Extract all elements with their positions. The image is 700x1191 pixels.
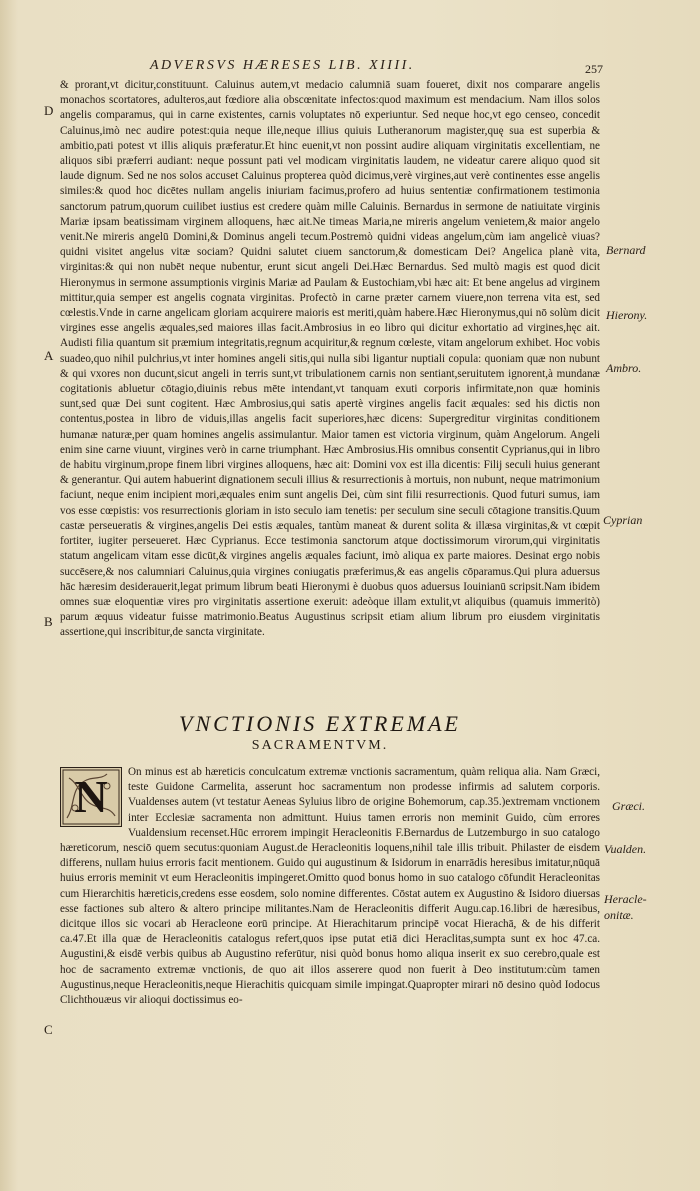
body-text-virginity xyxy=(60,78,600,641)
section-title: VNCTIONIS EXTREMAE xyxy=(179,711,461,736)
page-number: 257 xyxy=(585,62,603,76)
body-text-extreme-unction xyxy=(60,765,600,1008)
margin-note-ambro: Ambro. xyxy=(606,361,642,375)
margin-note-cyprian: Cyprian xyxy=(603,513,643,527)
decorated-initial xyxy=(60,767,122,827)
paragraph: & prorant,vt dicitur,constituunt. Caluinus autem,vt medacio calumniā suam foueret, dixit nos comparare angelis monachos scortatores, adulteros,aut fœdiore alia obscœnitate infectos:quod maximum est mendacium. Nam illos solos angelis comparamus, qui in carne existentes, carnis voluptates nō experiuntur. Sed neque hoc,vt ego censeo, concedit Caluinus,imò nec audire potest:quia neque ille,neque illius quiuis Lutheranorum magister,quę sua est superbia & ambitio,pati potest vt illis aliquis præferatur.Et hinc euenit,vt non possint audire aliquam virginitatis excellentiam, ne aliquos sibi præferri audiant: neque possunt pati vel modicam virginitatis laudem, ne videatur carere aliquo quod sit laude dignum. Sed ne nos solos accuset Caluinus propterea quòd dicimus,verè virgines,aut verè continentes esse angelis similes:& quod hoc dicētes nullam angelis iniuriam facimus,profero ad huius sententiæ confirmationem testimonia sanctorum patrum,quorum cuilibet iustius est credere quàm mille Caluinis. Bernardus in sermone de natiuitate virginis Mariæ ipsam beatissimam virginem alloquens, hæc ait.Ne timeas Maria,ne mireris angelum venietem,& maior angelo venit.Ne mireris angelū Domini,& Dominus angeli tecum.Postremò quidni videas angelum,cùm iam angelicè viuas? quidni visitet angelus vitæ sociam? Quidni salutet ciuem sanctorum,& domesticam Dei? Angelica planè vita, virginitas:& qui non nubēt neque nubentur, erunt sicut angeli Dei.Hæc Bernardus. Sed multò magis est quod dicit Hieronymus in sermone assumptionis virginis Mariæ ad Paulam & Eustochiam,vbi hæc ait: Et bene angelus ad virginem mittitur,quia semper est angelis cognata virginitas. Profectò in carne præter carnem viuere,non terrena vita est, sed cœlestis.Vnde in carne angelicam gloriam acquirere maioris est meriti,quàm habere.Hæc Hieronymus,qui nō solùm dicit virgines esse angelis æquales,sed maiores illas facit.Ambrosius in eo libro qui dicitur exhortatio ad virgines,hęc ait. Audisti filia quantum sit præmium integritatis,regnum acquiritur,& regnum cœleste, vitam angelorum exhibet. Hoc vobis suadeo,quo nihil pulchrius,vt inter homines angeli sitis,qui nulla sibi ligantur nuptiali copula: quoniam quæ non nubunt & qui vxores non ducunt,sicut angeli in terris sunt,vt tribulationem carnis non sentiant,seruitutem ignorent,à mundanæ cogitationis abluetur cōtagio,diuinis rebus mēte intendant,vt tanquam exuti corporis infirmitate,non quæ hominis sunt,sed quæ Dei sunt cogitent. Hæc Ambrosius,qui satis apertè virgines angelis facit æquales: sed his dictis non contentus,postea in libro de viduis,illas angelis facit superiores,hæc dicens: Supergreditur virginitas conditionem humanæ naturæ,per quam homines angelis assimulantur. Maior tamen est victoria virginum, quàm Angelorum. Angeli enim sine carne viuunt, virgines verò in carne triumphant. Hæc Ambrosius.His omnibus consentit Cyprianus,qui in libro de habitu virginum,prope finem libri virgines alloquens, hæc ait: Domini vox est illa dicentis: Filij seculi huius generant & generantur. Qui autem habuerint dignationem seculi illius & resurrectionis à mortuis, non nubunt, neque matrimonium faciunt, neque enim incipient mori,æquales enim sunt angelis Dei, cùm sint filii resurrectionis. Quod futuri sumus, iam vos esse cœpistis: vos resurrectionis gloriam in isto seculo iam tenetis: per seculum sine seculi cōtagione transitis.Quum castæ perseueratis & virgines,angelis Dei estis æquales, tantùm maneat & durent solita & illæsa virginitas,& vt cœpit fortiter, iugiter perseueret. Hæc Cyprianus. Ecce testimonia sanctorum atque doctissimorum virorum,qui virginitatis statum angelicam vitam esse dicūt,& virgines angelis æquales faciunt, imò aliqua ex parte maiores. Desinat ergo nobis succēsere,& nos calumniari Caluinus,quia virgines coniugatis præferimus,& eas angelis cōparamus.Qui plura aduersus hāc hæresim desiderauerit,legat primum librum beati Hieronymi è duobus quos aduersus Iouinianū scripsit.Nam ibidem omnes suæ eloquentiæ vires pro virginitatis assertione exeruit: adeòque illam extulit,vt aliquibus (quamuis immeritò) parum æquus videatur fuisse matrimonio.Beatus Augustinus scripsit etiam alium librum pro eiusdem virginitatis assertione,qui inscribitur,de sancta virginitate. xyxy=(60,79,600,639)
initial-letter: N xyxy=(74,771,108,822)
running-head: ADVERSVS HÆRESES LIB. XIIII. xyxy=(150,58,415,73)
margin-note-heracle: Heracle- xyxy=(604,892,647,906)
margin-letter-c: C xyxy=(44,1022,53,1037)
paragraph: On minus est ab hæreticis conculcatum extremæ vnctionis sacramentum, quàm reliqua alia. Nam Græci, teste Guidone Carmelita, asserunt hoc sacramentum non prodesse infirmis ad salutem corporis. Vualdenses autem (vt testatur Aeneas Syluius libro de origine Bohemorum, cap.35.)extremam vnctionem inter Ecclesiæ sacramenta non admittunt. Huius tamen erroris non meminit Guido, cùm errores Vualdensium recenset.Hūc errorem impingit Heracleonitis F.Bernardus de Lutzemburgo in suo catalogo hæreticorum, nesciō quem secutus:quoniam August.de Heracleonitis loquens,nihil tale illis tribuit. Philaster de eisdem differens, nullam huius erroris facit mentionem. Guido qui augustinum & Isidorum in enarrādis heresibus imitatur,nūquā huius erroris meminit vt eum Heracleonitis impingeret.Omitto quod bonus homo in suo catalogo cōfundit Heracleonitas cum Hierarchitis hæreticis,credens esse eosdem, solo nomine differentes. Cōstat autem ex Augustino & Isidoro diuersas esse factiones sub altero & altero principe militantes.Nam de Heracleonitis differit Augu.cap.16.libri de hæresibus, dicitque illos sic vocari ab Heracleone eorū principe. At Hierachitarum principē vocat Hierachā, & de his differit ca.47.Et illa quæ de Heracleonitis catalogus refert,quos ipse putat etiā dici Heraclitas,sumpta sunt ex hoc 47.ca. Augustini,& eisdē verbis quibus ab Augustino referūtur, nisi quòd bonus homo aliqua inserit ex suo cerebro,quale est hoc de sacramento extremæ vnctionis, de quo ait illos asserere quod non fuerit à Deo institutum:cùm tamen Augustinus,neque Heracleonitis,neque Hierachitis quicquam simile impingat.Quapropter mirari nō desino quòd Iodocus Clichthouæus vir alioqui doctissimus eo- xyxy=(60,766,600,1007)
margin-letter-b: B xyxy=(44,614,53,629)
margin-note-hierony: Hierony. xyxy=(606,308,648,322)
section-subtitle: SACRAMENTVM. xyxy=(251,738,389,753)
margin-letter-d: D xyxy=(44,103,54,118)
margin-note-bernard: Bernard xyxy=(606,243,646,257)
margin-note-vualden: Vualden. xyxy=(604,842,647,856)
margin-note-onitae: onitæ. xyxy=(604,908,634,922)
margin-letter-a: A xyxy=(44,348,54,363)
margin-note-graeci: Græci. xyxy=(612,799,645,813)
